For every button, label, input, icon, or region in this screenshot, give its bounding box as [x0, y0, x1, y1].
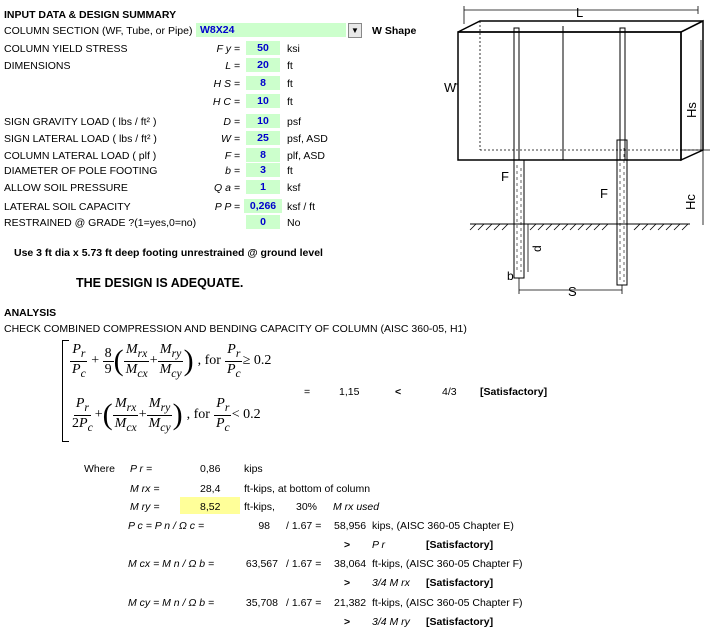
pr-unit: kips: [244, 463, 263, 475]
row-sym-Hc: H C =: [212, 96, 240, 108]
mcy-unit: ft-kips, (AISC 360-05 Chapter F): [372, 597, 523, 609]
row-unit-W: psf, ASD: [287, 133, 328, 145]
pr-sym: P r =: [130, 463, 153, 475]
where-label: Where: [84, 463, 115, 475]
less-than: <: [395, 386, 402, 398]
L-label: L: [576, 5, 584, 20]
mcx-sym: M cx = M n / Ω b =: [128, 558, 215, 570]
row-unit-L: ft: [287, 60, 293, 72]
mcx-cmp: 3/4 M rx: [372, 577, 410, 589]
row-unit-Hs: ft: [287, 78, 293, 90]
L-input[interactable]: 20: [246, 58, 280, 72]
mcy-val: 35,708: [245, 597, 278, 609]
F-input[interactable]: 8: [246, 148, 280, 162]
pc-status: [Satisfactory]: [426, 539, 494, 551]
row-label-yield: COLUMN YIELD STRESS: [4, 43, 128, 55]
row-label-section: COLUMN SECTION (WF, Tube, or Pipe): [4, 25, 193, 37]
analysis-check: CHECK COMBINED COMPRESSION AND BENDING CAPACITY OF COLUMN (AISC 360-05, H1): [4, 323, 467, 335]
mry-pct: 30%: [296, 501, 318, 513]
sign-structure-diagram: [440, 0, 721, 300]
pc-unit: kips, (AISC 360-05 Chapter E): [372, 520, 514, 532]
pc-res: 58,956: [334, 520, 367, 532]
mry-val: 8,52: [200, 501, 221, 513]
row-sym-L: L =: [225, 60, 240, 72]
b-label: b: [507, 269, 514, 283]
W-input[interactable]: 25: [246, 131, 280, 145]
input-heading: INPUT DATA & DESIGN SUMMARY: [4, 9, 177, 21]
pc-div: / 1.67 =: [286, 520, 322, 532]
pc-val: 98: [258, 520, 270, 532]
eq2-limit: < 0.2: [231, 407, 261, 423]
yield-input[interactable]: 50: [246, 41, 280, 55]
pc-cmp: P r: [372, 539, 386, 551]
mry-note: M rx used: [333, 501, 380, 513]
use-line: Use 3 ft dia x 5.73 ft deep footing unrestrained @ ground level: [14, 247, 323, 259]
row-sym-F: F =: [224, 150, 240, 162]
row-unit-Hc: ft: [287, 96, 293, 108]
eq1-limit: ≥ 0.2: [242, 353, 272, 369]
row-label-restrained: RESTRAINED @ GRADE ?(1=yes,0=no): [4, 217, 197, 229]
S-label: S: [568, 284, 577, 299]
F-label-left: F: [501, 169, 509, 184]
row-sym-Pp: P P =: [214, 201, 240, 213]
mrx-sym: M rx =: [130, 483, 160, 495]
row-unit-yield: ksi: [287, 43, 300, 55]
W-label: W: [444, 80, 457, 95]
row-unit-D: psf: [287, 116, 302, 128]
row-sym-D: D =: [223, 116, 240, 128]
eq1-cond: , for: [197, 353, 221, 369]
d-label: d: [530, 245, 544, 252]
pc-sym: P c = P n / Ω c =: [128, 520, 205, 532]
row-sym-Qa: Q a =: [214, 182, 240, 194]
row-sym-b: b =: [225, 165, 240, 177]
F-label-right: F: [600, 186, 608, 201]
row-label-column-lateral: COLUMN LATERAL LOAD ( plf ): [4, 150, 157, 162]
dropdown-arrow-icon[interactable]: ▼: [348, 23, 362, 38]
row-unit-Pp: ksf / ft: [287, 201, 316, 213]
b-input[interactable]: 3: [246, 163, 280, 177]
row-label-lateral-soil: LATERAL SOIL CAPACITY: [4, 201, 131, 213]
mcy-res: 21,382: [334, 597, 367, 609]
design-result: THE DESIGN IS ADEQUATE.: [76, 276, 244, 290]
row-label-dimensions: DIMENSIONS: [4, 60, 71, 72]
mcy-div: / 1.67 =: [286, 597, 322, 609]
equation-2: $\frac{P_r}{2P_c}$ + ( $\frac{M_{rx}}{M_{cx}}$ + $\frac{M_{ry}}{M_{cy}}$ ) , for $\frac{P_r}{P_c}$ < 0.2: [72, 396, 261, 434]
row-sym-W: W =: [221, 133, 240, 145]
mrx-val: 28,4: [200, 483, 221, 495]
mcy-gt: >: [344, 616, 351, 628]
Hs-label: Hs: [684, 102, 699, 118]
brace: [62, 340, 69, 442]
restrained-input[interactable]: 0: [246, 215, 280, 229]
mry-sym: M ry =: [130, 501, 160, 513]
eq2-cond: , for: [186, 407, 210, 423]
pr-val: 0,86: [200, 463, 221, 475]
Hc-input[interactable]: 10: [246, 94, 280, 108]
mcx-unit: ft-kips, (AISC 360-05 Chapter F): [372, 558, 523, 570]
mrx-unit: ft-kips, at bottom of column: [244, 483, 371, 495]
mry-unit: ft-kips,: [244, 501, 275, 513]
Hs-input[interactable]: 8: [246, 76, 280, 90]
row-label-gravity: SIGN GRAVITY LOAD ( lbs / ft² ): [4, 116, 157, 128]
ratio-value: 1,15: [339, 386, 360, 398]
allowable-ratio: 4/3: [442, 386, 457, 398]
section-unit: W Shape: [372, 25, 417, 37]
mcx-gt: >: [344, 577, 351, 589]
Qa-input[interactable]: 1: [246, 180, 280, 194]
mcy-sym: M cy = M n / Ω b =: [128, 597, 215, 609]
pc-gt: >: [344, 539, 351, 551]
row-unit-Qa: ksf: [287, 182, 301, 194]
row-unit-b: ft: [287, 165, 293, 177]
eq-sign: =: [304, 386, 311, 398]
Hc-label: Hc: [683, 194, 698, 210]
D-input[interactable]: 10: [246, 114, 280, 128]
analysis-heading: ANALYSIS: [4, 307, 57, 319]
row-label-diameter: DIAMETER OF POLE FOOTING: [4, 165, 158, 177]
row-sym-yield: F y =: [216, 43, 240, 55]
combined-status: [Satisfactory]: [480, 386, 548, 398]
section-select[interactable]: W8X24: [196, 23, 346, 37]
row-label-lateral: SIGN LATERAL LOAD ( lbs / ft² ): [4, 133, 157, 145]
mcx-res: 38,064: [334, 558, 367, 570]
row-unit-restrained: No: [287, 217, 301, 229]
Pp-input[interactable]: 0,266: [244, 199, 282, 213]
row-label-soil: ALLOW SOIL PRESSURE: [4, 182, 128, 194]
mcx-status: [Satisfactory]: [426, 577, 494, 589]
mcx-val: 63,567: [245, 558, 278, 570]
row-sym-Hs: H S =: [213, 78, 240, 90]
row-unit-F: plf, ASD: [287, 150, 325, 162]
mcy-cmp: 3/4 M ry: [372, 616, 410, 628]
equation-1: $\frac{P_r}{P_c}$ + $\frac{8}{9}$ ( $\frac{M_{rx}}{M_{cx}}$ + $\frac{M_{ry}}{M_{cy}}$ ) , for $\frac{P_r}{P_c}$ ≥ 0.2: [72, 342, 272, 380]
mcy-status: [Satisfactory]: [426, 616, 494, 628]
mcx-div: / 1.67 =: [286, 558, 322, 570]
